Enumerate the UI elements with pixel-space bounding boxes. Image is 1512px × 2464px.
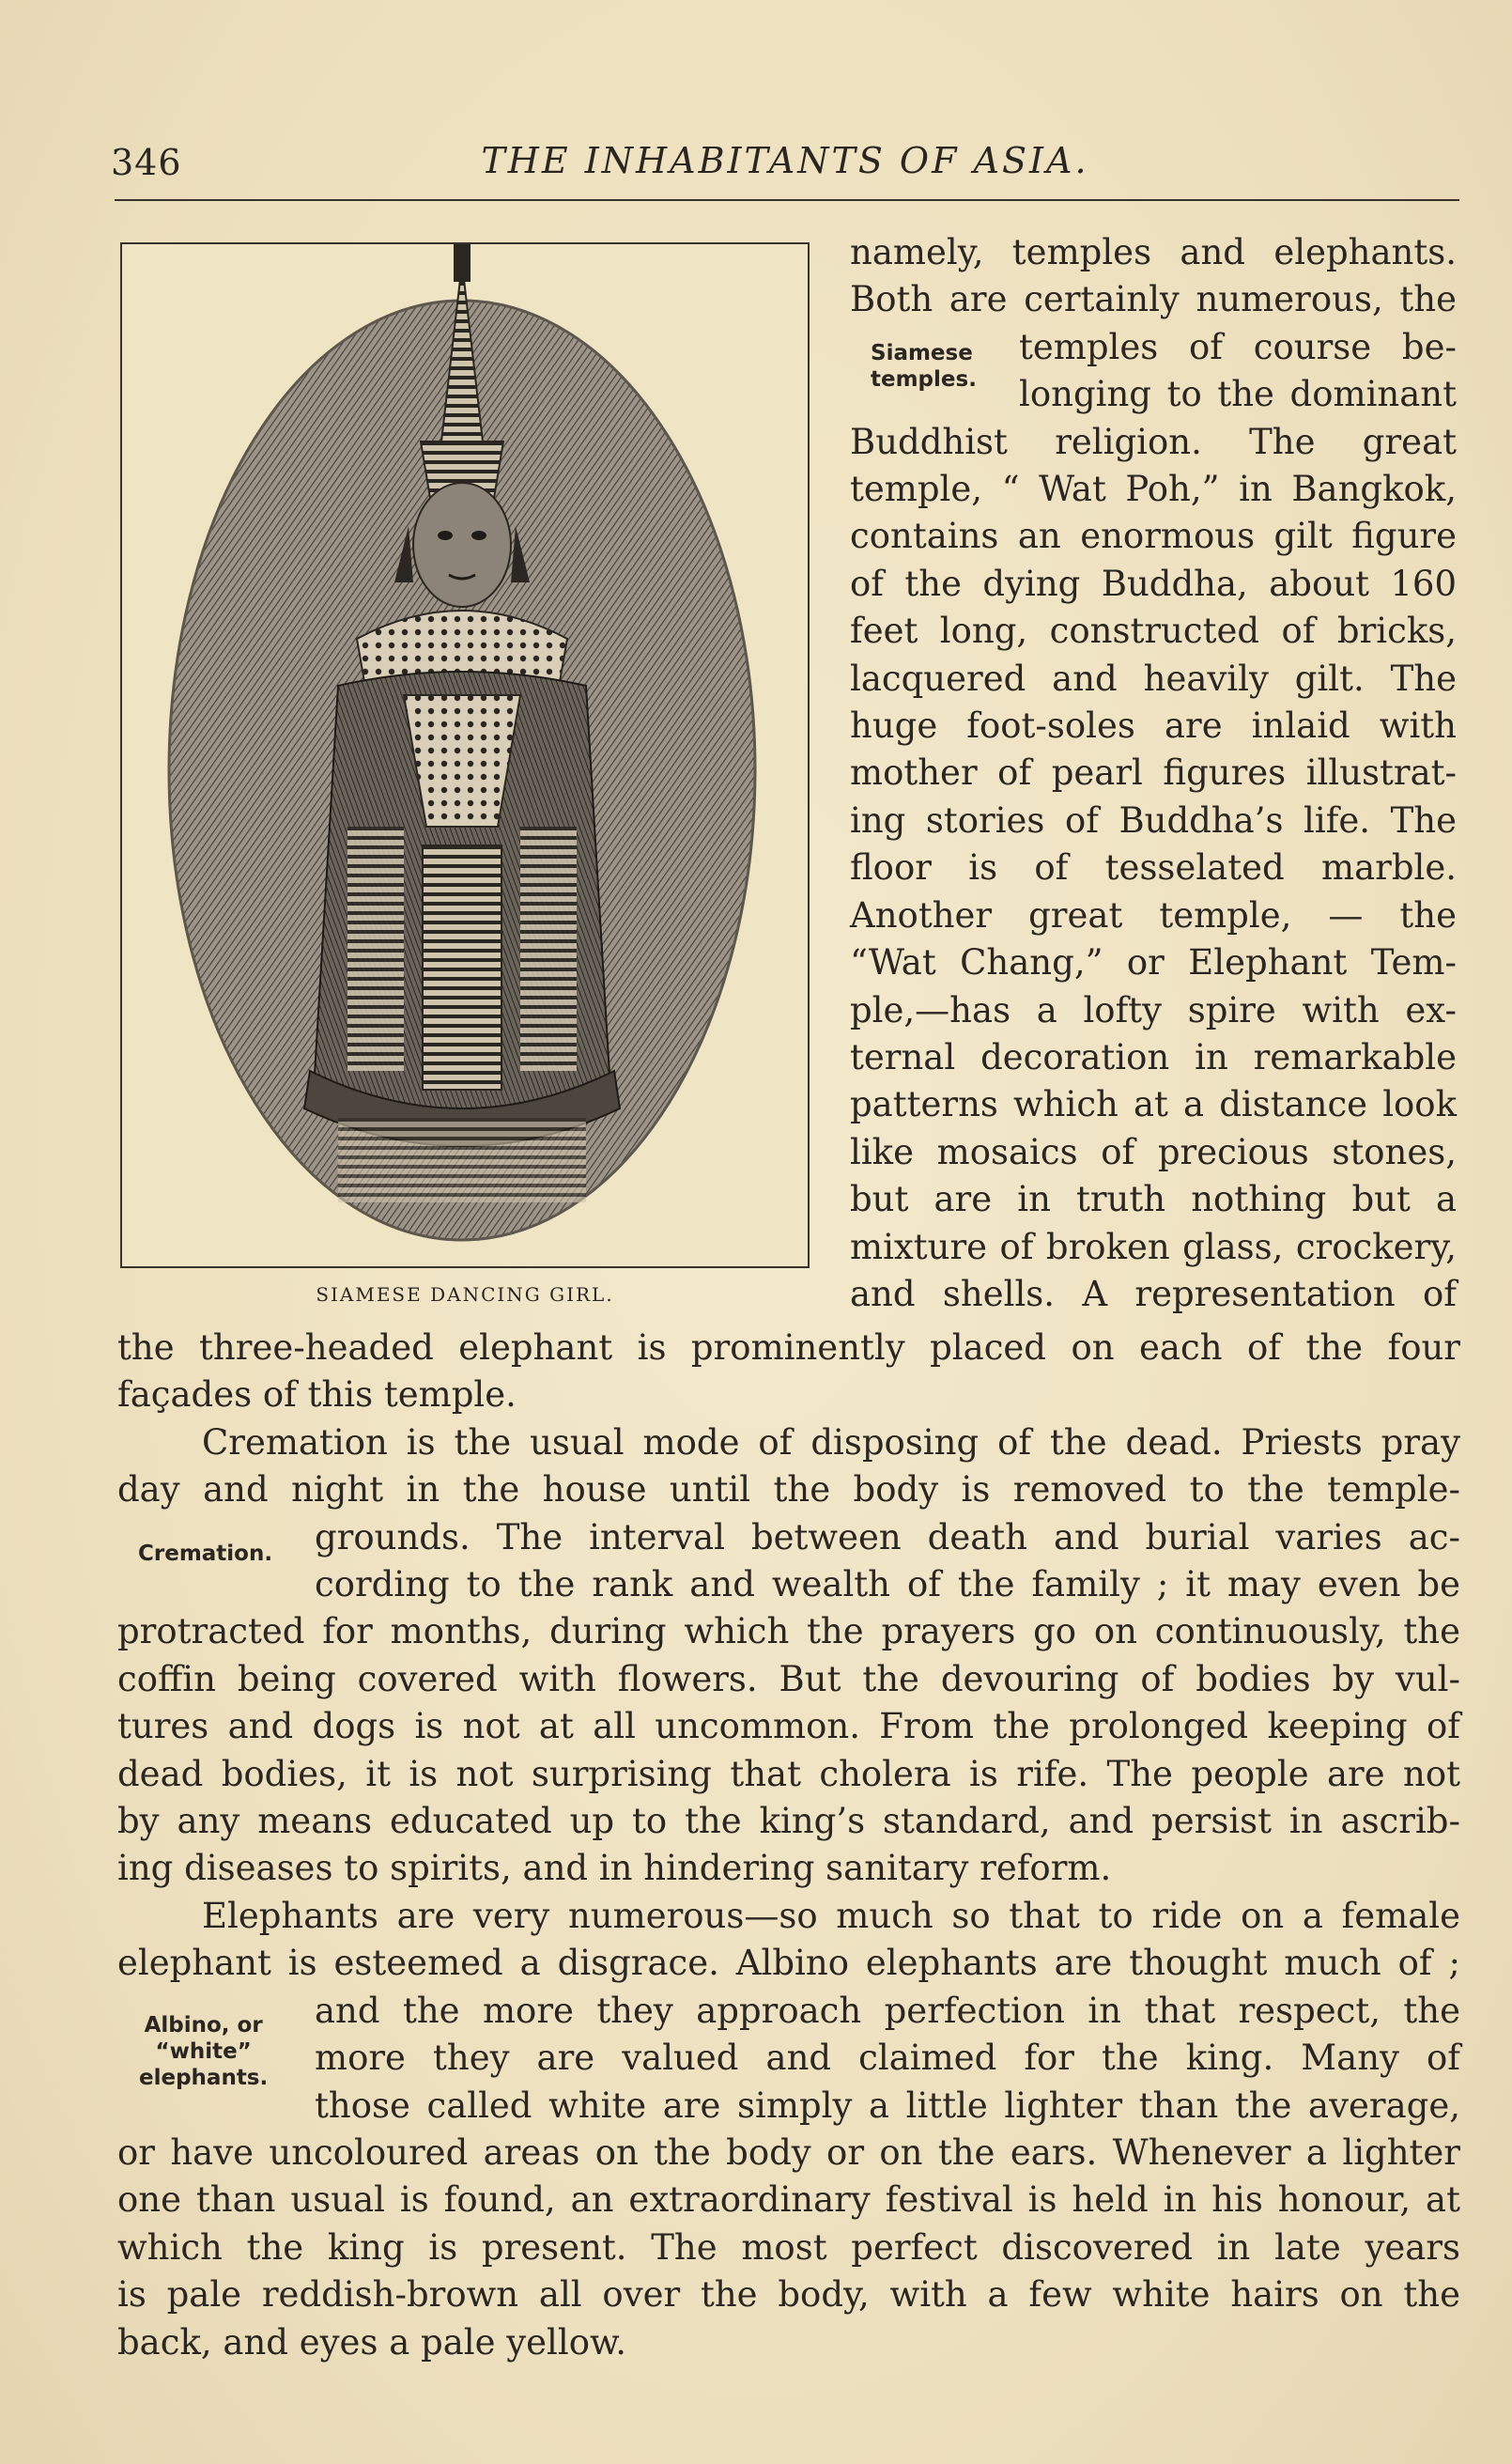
text-line: coffin being covered with flowers. But the devouring of bodies by vul- — [117, 1658, 1460, 1699]
dancing-girl-engraving — [122, 244, 808, 1266]
right-column-text — [850, 229, 1457, 1318]
text-line: ing stories of Buddha’s life. The — [850, 799, 1457, 841]
text-line: like mosaics of precious stones, — [850, 1131, 1457, 1172]
text-line: temples of course be- — [1019, 326, 1457, 367]
page-number: 346 — [111, 142, 182, 183]
text-line: more they are valued and claimed for the king. Many of — [315, 2038, 1460, 2079]
running-title: THE INHABITANTS OF ASIA. — [481, 140, 1089, 181]
text-line: mixture of broken glass, crockery, — [850, 1226, 1457, 1267]
sidenote-cremation: Cremation. — [138, 1542, 273, 1566]
text-line: day and night in the house until the body is removed to the temple- — [117, 1469, 1460, 1511]
text-line: tures and dogs is not at all uncommon. From the prolonged keeping of — [117, 1706, 1460, 1747]
text-line: floor is of tesselated marble. — [850, 847, 1457, 889]
text-line: feet long, constructed of bricks, — [850, 611, 1457, 652]
text-line: ple,—has a lofty spire with ex- — [850, 989, 1457, 1031]
text-line: contains an enormous gilt figure — [850, 516, 1457, 557]
sidenote-line: Siamese — [871, 341, 973, 365]
body-text — [117, 1325, 1460, 2366]
text-line: Cremation is the usual mode of disposing of the dead. Priests pray — [202, 1421, 1460, 1463]
text-line: cording to the rank and wealth of the family ; it may even be — [315, 1564, 1460, 1605]
text-line: back, and eyes a pale yellow. — [117, 2321, 627, 2363]
text-line: but are in truth nothing but a — [850, 1179, 1457, 1220]
text-line: ing diseases to spirits, and in hindering sanitary reform. — [117, 1848, 1112, 1889]
text-line: is pale reddish-brown all over the body, with a few white hairs on the — [117, 2274, 1460, 2316]
engraving-figure — [120, 242, 810, 1268]
text-line: of the dying Buddha, about 160 — [850, 563, 1457, 604]
text-line: “Wat Chang,” or Elephant Tem- — [850, 942, 1457, 984]
page-header — [111, 136, 1459, 193]
text-line: patterns which at a distance look — [850, 1084, 1457, 1125]
figure-caption: SIAMESE DANCING GIRL. — [316, 1283, 614, 1306]
text-line: ternal decoration in remarkable — [850, 1036, 1457, 1077]
text-line: huge foot-soles are inlaid with — [850, 705, 1457, 747]
text-line: or have uncoloured areas on the body or on the ears. Whenever a lighter — [117, 2131, 1460, 2173]
text-line: protracted for months, during which the prayers go on continuously, the — [117, 1611, 1460, 1652]
text-line: by any means educated up to the king’s standard, and persist in ascrib- — [117, 1801, 1460, 1842]
text-line: façades of this temple. — [117, 1374, 517, 1416]
text-line: lacquered and heavily gilt. The — [850, 658, 1457, 699]
text-line: which the king is present. The most perfect discovered in late years — [117, 2226, 1460, 2268]
text-line: elephant is esteemed a disgrace. Albino elephants are thought much of ; — [117, 1943, 1460, 1984]
sidenote-line: elephants. — [139, 2066, 269, 2090]
text-line: one than usual is found, an extraordinary festival is held in his honour, at — [117, 2179, 1460, 2221]
text-line: and shells. A representation of — [850, 1273, 1457, 1314]
text-line: Both are certainly numerous, the — [850, 279, 1457, 320]
text-line: namely, temples and elephants. — [850, 232, 1457, 272]
header-rule — [115, 199, 1459, 201]
text-line: the three-headed elephant is prominently placed on each of the four — [117, 1327, 1460, 1368]
sidenote-line: Albino, or — [144, 2013, 263, 2038]
sidenote-line: temples. — [871, 367, 977, 392]
text-line: dead bodies, it is not surprising that cholera is rife. The people are not — [117, 1753, 1460, 1794]
text-line: mother of pearl figures illustrat- — [850, 752, 1457, 794]
text-line: grounds. The interval between death and burial varies ac- — [315, 1516, 1460, 1557]
text-line: those called white are simply a little lighter than the average, — [315, 2084, 1460, 2126]
text-line: Another great temple, — the — [850, 894, 1457, 936]
sidenote-line: “white” — [155, 2039, 252, 2064]
text-line: temple, “ Wat Poh,” in Bangkok, — [850, 469, 1457, 510]
text-line: and the more they approach perfection in that respect, the — [315, 1990, 1460, 2031]
text-line: Elephants are very numerous—so much so that to ride on a female — [202, 1895, 1460, 1936]
text-line: Buddhist religion. The great — [850, 421, 1457, 462]
text-line: longing to the dominant — [1019, 374, 1457, 415]
